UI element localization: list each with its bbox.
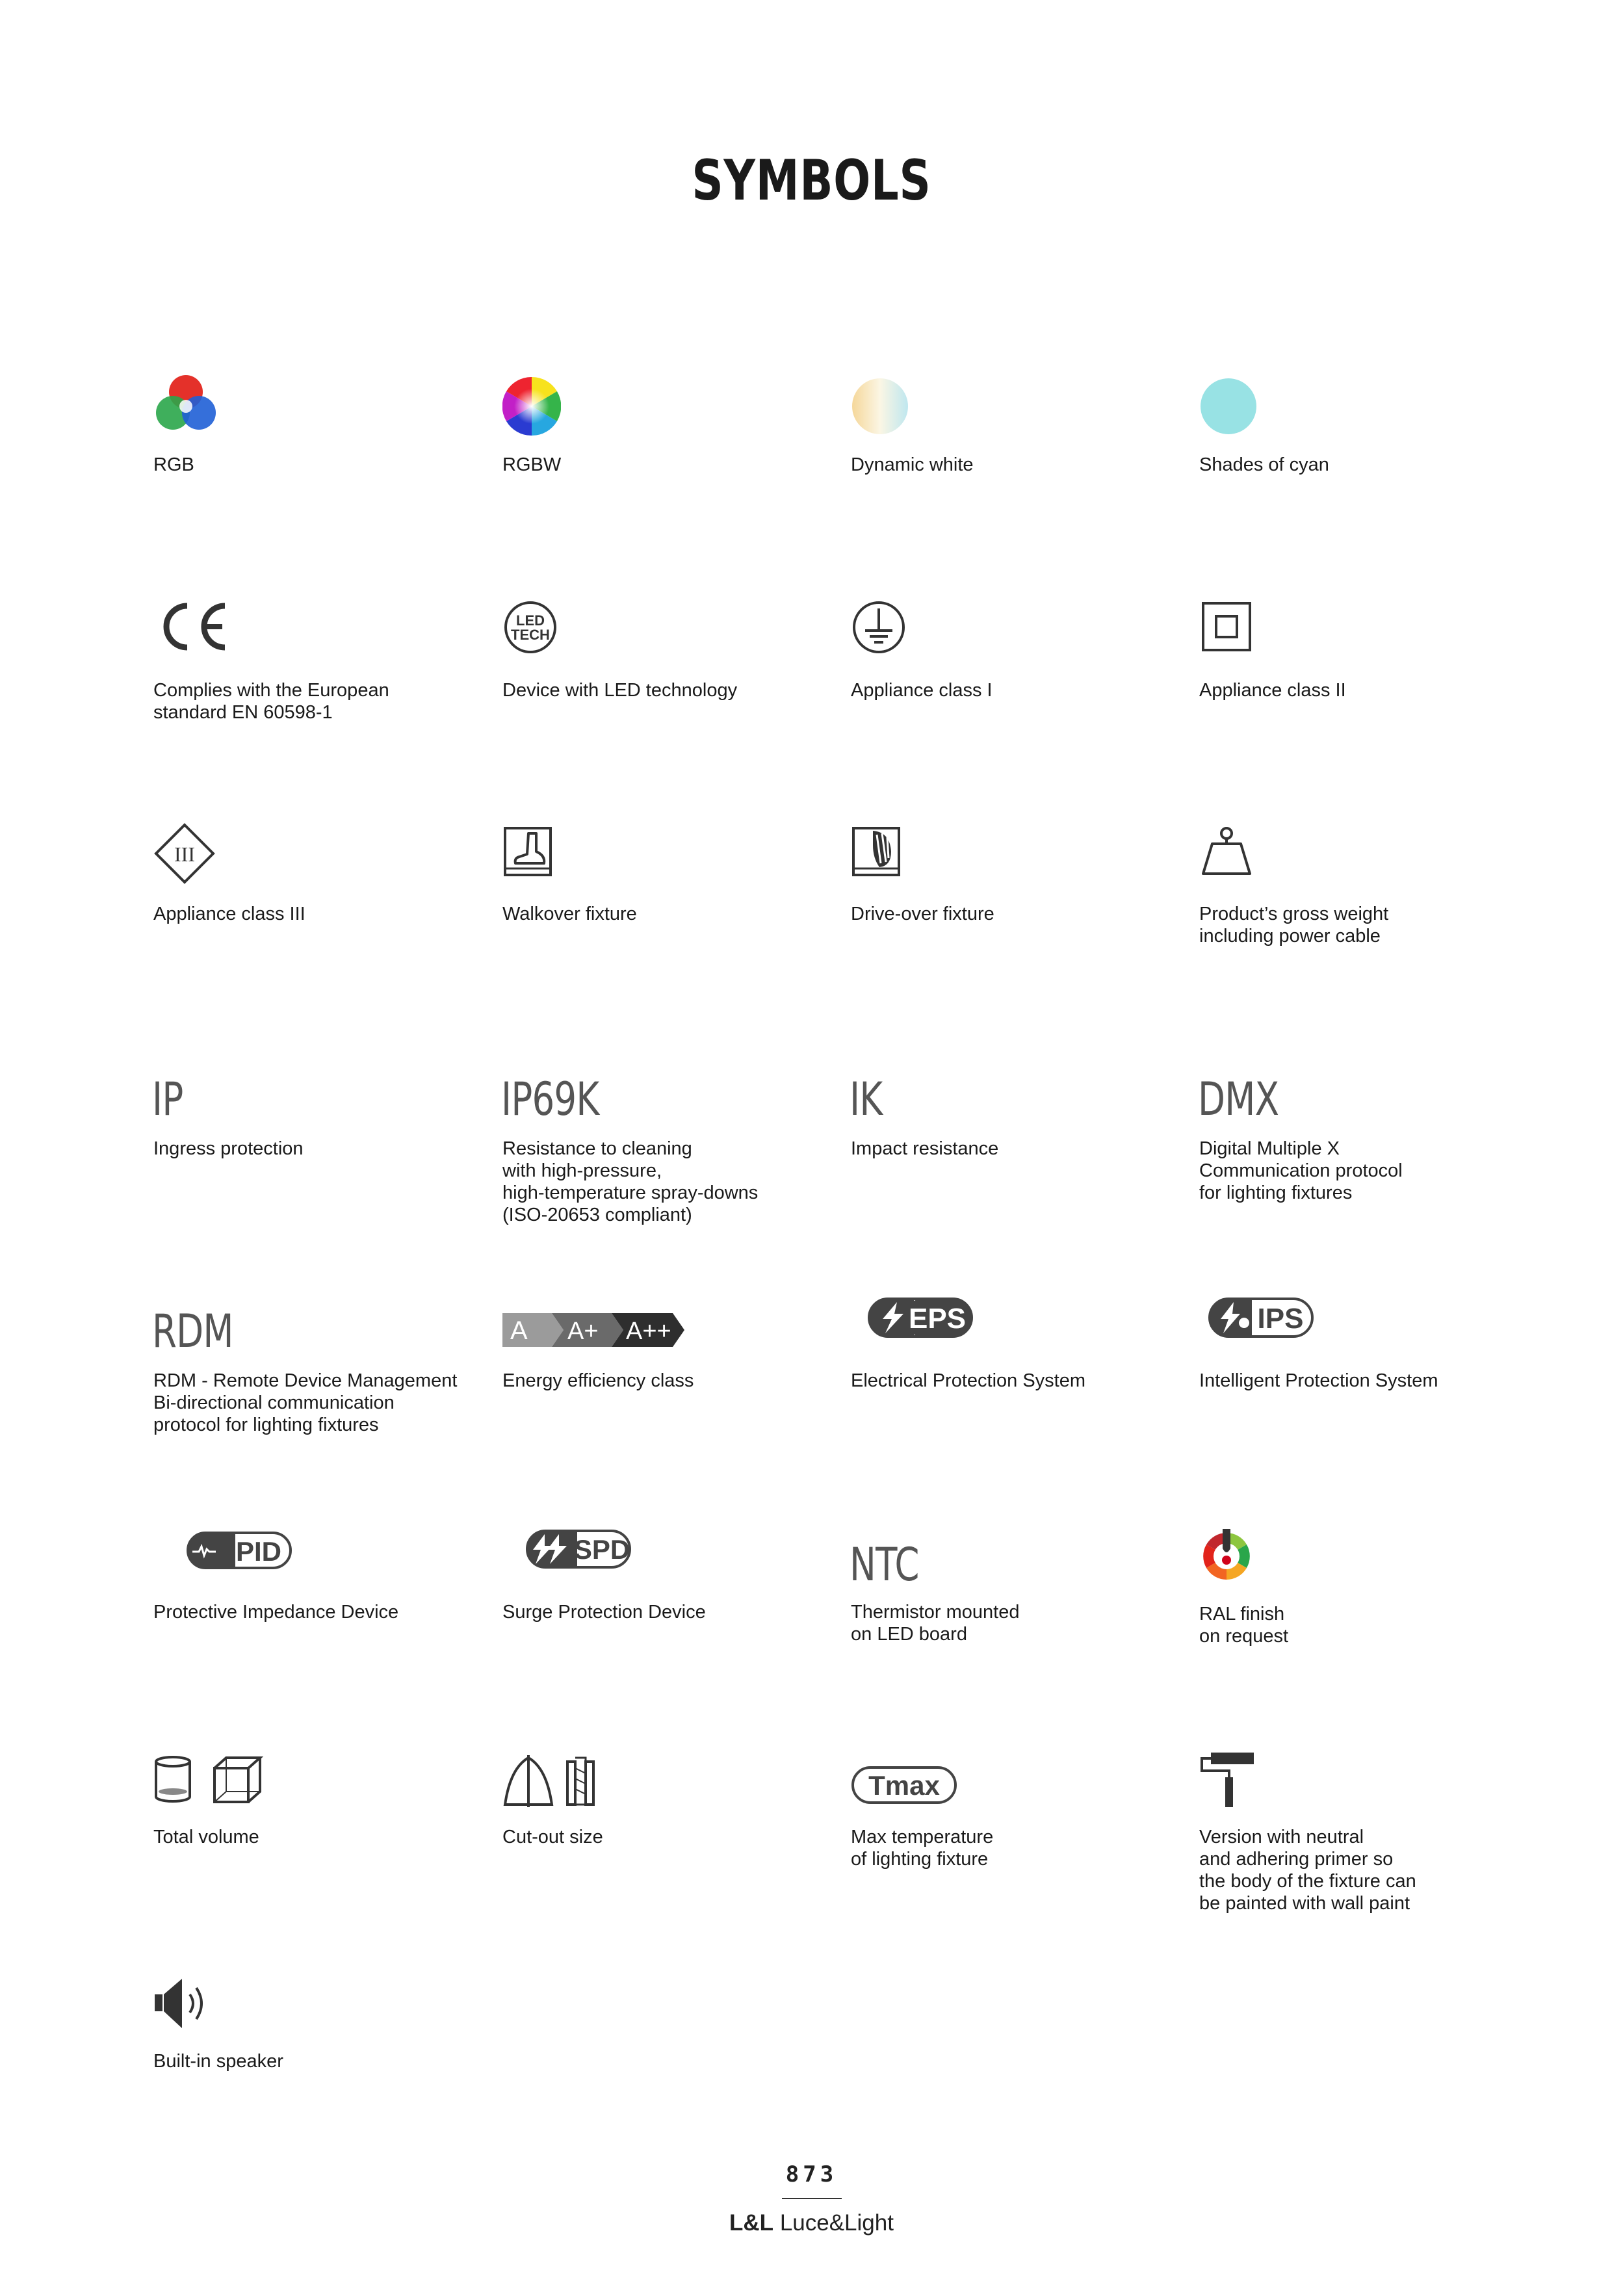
- code-text: IK: [850, 1073, 883, 1126]
- eps-text: EPS: [908, 1303, 967, 1335]
- symbol-label: Dynamic white: [851, 454, 974, 475]
- led-tech-text-2: TECH: [511, 627, 550, 643]
- symbol-label: RDM - Remote Device Management Bi-directional communication protocol for lighting fixtures: [153, 1370, 458, 1435]
- paint-roller-icon: [1199, 1753, 1258, 1807]
- symbol-dmx: [1199, 1073, 1524, 1216]
- ips-badge-icon: [1208, 1297, 1314, 1338]
- symbol-ce: [153, 599, 478, 729]
- symbol-class-1: [851, 599, 1176, 729]
- pid-badge-icon: [186, 1531, 292, 1570]
- symbol-label: RGB: [153, 454, 194, 475]
- ips-text: IPS: [1257, 1303, 1304, 1335]
- symbol-label: Digital Multiple X Communication protocol for lighting fixtures: [1199, 1138, 1403, 1203]
- symbol-ip: [153, 1073, 478, 1216]
- symbol-label: Protective Impedance Device: [153, 1602, 399, 1623]
- earth-ground-icon: [851, 599, 907, 655]
- symbol-eps: [851, 1297, 1192, 1440]
- symbol-label: Shades of cyan: [1199, 454, 1329, 475]
- symbol-label: Max temperature of lighting fixture: [851, 1827, 994, 1870]
- code-text: IP69K: [501, 1073, 599, 1126]
- symbol-pid: [153, 1531, 511, 1661]
- symbol-label: Device with LED technology: [502, 680, 738, 701]
- symbol-label: Appliance class I: [851, 680, 993, 701]
- brand-short: L&L: [729, 2210, 774, 2236]
- energy-class-icon: [502, 1313, 684, 1347]
- symbol-label: Version with neutral and adhering primer so the body of the fixture can be painted with wall paint: [1199, 1827, 1416, 1914]
- code-text: IP: [152, 1073, 183, 1126]
- symbol-tmax: [851, 1766, 1176, 1909]
- symbol-volume: [153, 1755, 478, 1885]
- diamond-three-icon: [153, 822, 216, 885]
- symbol-cyan: [1199, 377, 1524, 481]
- code-text: NTC: [850, 1538, 919, 1591]
- symbol-label: Resistance to cleaning with high-pressure, high-temperature spray-downs (ISO-20653 compliant): [502, 1138, 759, 1225]
- symbol-label: Surge Protection Device: [502, 1602, 706, 1623]
- pid-text: PID: [235, 1536, 282, 1567]
- symbol-label: Intelligent Protection System: [1199, 1370, 1438, 1391]
- symbol-speaker: [153, 1976, 478, 2106]
- symbol-ip69k: [501, 1073, 827, 1225]
- eps-badge-icon: [867, 1297, 974, 1338]
- tmax-badge-icon: [851, 1766, 957, 1805]
- cutout-size-icon: [502, 1755, 606, 1807]
- symbol-label: Electrical Protection System: [851, 1370, 1086, 1391]
- symbol-label: Complies with the European standard EN 60598-1: [153, 680, 389, 723]
- energy-a-plus: A+: [567, 1318, 599, 1345]
- energy-a: A: [510, 1316, 528, 1345]
- symbol-label: Total volume: [153, 1827, 259, 1847]
- symbol-dynamic-white: [851, 377, 1176, 481]
- symbol-label: Impact resistance: [851, 1138, 999, 1159]
- symbol-label: RAL finish on request: [1199, 1604, 1289, 1647]
- spd-text: SPD: [573, 1534, 630, 1565]
- symbol-spd: [502, 1529, 850, 1659]
- symbol-led-tech: [502, 599, 827, 729]
- double-square-icon: [1199, 599, 1255, 655]
- symbol-label: Energy efficiency class: [502, 1370, 694, 1391]
- led-tech-text-1: LED: [516, 612, 545, 629]
- symbol-weight: [1199, 826, 1524, 956]
- page-number: 873: [785, 2161, 838, 2187]
- rgb-circles-icon: [153, 372, 225, 437]
- symbol-label: Appliance class II: [1199, 680, 1346, 701]
- symbol-label: Drive-over fixture: [851, 904, 994, 924]
- symbol-rgb: [153, 372, 478, 476]
- ral-colour-wheel-icon: [1199, 1529, 1254, 1584]
- code-text: DMX: [1198, 1073, 1279, 1126]
- symbol-energy-class: [502, 1313, 827, 1456]
- symbol-label: Thermistor mounted on LED board: [851, 1602, 1020, 1645]
- symbol-walkover: [502, 826, 827, 956]
- footer-divider: [782, 2198, 842, 2199]
- rgbw-spectrum-icon: [502, 377, 561, 436]
- symbol-label: Appliance class III: [153, 904, 305, 924]
- symbol-ips: [1199, 1297, 1533, 1440]
- symbol-rgbw: [502, 377, 827, 481]
- tmax-text: Tmax: [868, 1770, 940, 1801]
- symbol-label: Ingress protection: [153, 1138, 304, 1159]
- brand-name: Luce&Light: [779, 2210, 894, 2236]
- speaker-icon: [153, 1976, 212, 2031]
- code-text: RDM: [152, 1305, 233, 1358]
- weight-icon: [1199, 826, 1254, 878]
- symbol-label: Product’s gross weight including power cable: [1199, 904, 1389, 946]
- symbol-class-2: [1199, 599, 1524, 729]
- dynamic-white-icon: [851, 377, 909, 436]
- symbol-primer: [1199, 1753, 1524, 1922]
- symbol-ral: [1199, 1529, 1524, 1672]
- volume-icon: [153, 1755, 264, 1805]
- symbol-label: Walkover fixture: [502, 904, 637, 924]
- symbol-cutout: [502, 1755, 827, 1885]
- diamond-text: III: [174, 842, 195, 866]
- drive-over-tyre-icon: [851, 826, 903, 878]
- symbol-ik: [851, 1073, 1176, 1216]
- energy-a-plusplus: A++: [626, 1318, 671, 1345]
- symbol-drive-over: [851, 826, 1176, 956]
- symbol-ntc: [851, 1538, 1176, 1681]
- led-tech-icon: [502, 599, 558, 655]
- page-title: SYMBOLS: [692, 148, 931, 213]
- symbol-label: RGBW: [502, 454, 562, 475]
- symbol-label: Cut-out size: [502, 1827, 603, 1847]
- symbol-label: Built-in speaker: [153, 2051, 283, 2072]
- footer-brand: [0, 2210, 1623, 2236]
- cyan-circle-icon: [1199, 377, 1258, 436]
- symbol-rdm: [153, 1305, 478, 1448]
- spd-badge-icon: [525, 1529, 632, 1569]
- ce-mark-icon: [153, 599, 231, 654]
- symbol-class-3: [153, 822, 478, 952]
- walkover-foot-icon: [502, 826, 554, 878]
